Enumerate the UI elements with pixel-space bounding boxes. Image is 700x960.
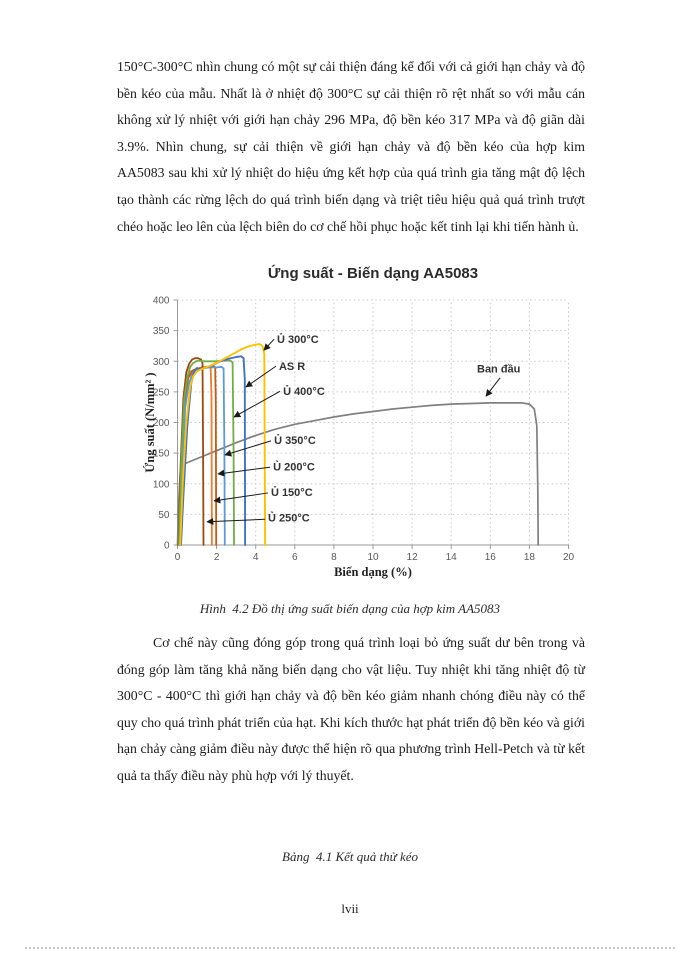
annotation-label: Ủ 200°C [273, 461, 315, 474]
y-tick-label: 0 [163, 540, 170, 552]
y-tick-label: 100 [152, 479, 170, 491]
y-tick-label: 200 [152, 418, 170, 429]
annotation-label: Ủ 350°C [274, 434, 316, 447]
x-tick-label: 4 [252, 552, 259, 563]
text-line: hạn chảy càng giảm điều này được thể hiện rõ qua phương trình Hell-Petch và từ kết [117, 741, 585, 757]
annotation-arrow [234, 391, 280, 417]
annotation-label: Ủ 300°C [277, 333, 319, 346]
page-number: lvii [341, 901, 359, 916]
x-tick-label: 18 [523, 552, 535, 563]
x-tick-label: 6 [292, 552, 298, 563]
stress-strain-chart [140, 256, 600, 592]
annotation-label: Ủ 400°C [283, 385, 325, 398]
annotation-label: AS R [278, 360, 306, 373]
x-tick-label: 10 [367, 552, 379, 563]
annotation-arrow [264, 339, 274, 350]
annotation-arrow [246, 366, 276, 387]
x-axis-title: Biến dạng (%) [334, 565, 412, 579]
figure-4-2-chart [140, 256, 600, 592]
bottom-dotted-line [25, 944, 675, 949]
x-tick-label: 20 [562, 552, 575, 563]
series-curve-ban-dau [178, 403, 539, 545]
y-axis-title: Ứng suất (N/mm² ) [143, 372, 157, 473]
y-tick-label: 350 [152, 326, 170, 338]
paragraph-1 [117, 54, 585, 240]
y-tick-label: 300 [152, 356, 170, 368]
annotation-label: Ủ 150°C [270, 487, 313, 499]
chart-gridlines [178, 300, 569, 545]
text-line: chéo hoặc leo lên của lệch biên do cơ chế hồi phục hoặc kết tinh lại khi tiến hành ủ. [117, 218, 579, 234]
text-line: AA5083 sau khi xử lý nhiệt do hiệu ứng kết hợp của quá trình gia tăng mật độ lệch [117, 165, 585, 181]
x-tick-label: 8 [331, 552, 337, 563]
paragraph-2 [117, 630, 585, 790]
x-tick-label: 12 [406, 552, 418, 563]
x-tick-label: 16 [484, 552, 496, 563]
x-tick-label: 0 [174, 552, 181, 563]
text-line: đóng góp làm tăng khả năng biến dạng cho vật liệu. Tuy nhiệt khi tăng nhiệt độ từ [117, 661, 585, 677]
x-tick-label: 14 [445, 552, 457, 563]
y-tick-label: 50 [158, 509, 170, 521]
chart-title: Ứng suất - Biến dạng AA5083 [267, 265, 479, 282]
text-line: 300°C - 400°C thì giới hạn chảy và độ bền kéo giảm nhanh chóng điều này có thể [117, 688, 585, 704]
text-line: không xử lý nhiệt với giới hạn chảy 296 MPa, độ bền kéo 317 MPa và độ giãn dài [117, 112, 585, 128]
annotation-arrow [214, 493, 268, 501]
text-line: 3.9%. Nhìn chung, sự cải thiện về giới hạn chảy và độ bền kéo của hợp kim [117, 138, 585, 154]
annotation-label: Ban đầu [477, 363, 521, 376]
annotation-arrow [218, 467, 270, 474]
text-line: 150°C-300°C nhìn chung có một sự cải thiện đáng kể đối với cả giới hạn chảy và độ [117, 59, 585, 74]
y-tick-label: 150 [152, 448, 170, 460]
text-line: quy cho quá trình phát triển của hạt. Khi kích thước hạt phát triển độ bền kéo và giới [117, 714, 585, 730]
table-caption: Bảng 4.1 Kết quả thử kéo [282, 849, 418, 864]
annotation-label: Ủ 250°C [268, 512, 310, 525]
figure-caption: Hình 4.2 Đồ thị ứng suất biến dạng của hợp kim AA5083 [199, 601, 501, 616]
text-line: tạo thành các rừng lệch do quá trình biến dạng và triệt tiêu hiệu quả quá trình trượt [117, 191, 585, 207]
text-line: Cơ chế này cũng đóng góp trong quá trình loại bỏ ứng suất dư bên trong và [153, 635, 585, 650]
text-line: bền kéo của mẫu. Nhất là ở nhiệt độ 300°C sự cải thiện rõ rệt nhất so với mẫu cán [117, 85, 585, 101]
annotation-arrow [486, 378, 500, 396]
y-tick-label: 250 [152, 387, 170, 399]
y-tick-label: 400 [152, 295, 170, 307]
x-tick-label: 2 [213, 552, 220, 563]
text-line: quả ta thấy điều này phù hợp với lý thuyết. [117, 767, 354, 783]
